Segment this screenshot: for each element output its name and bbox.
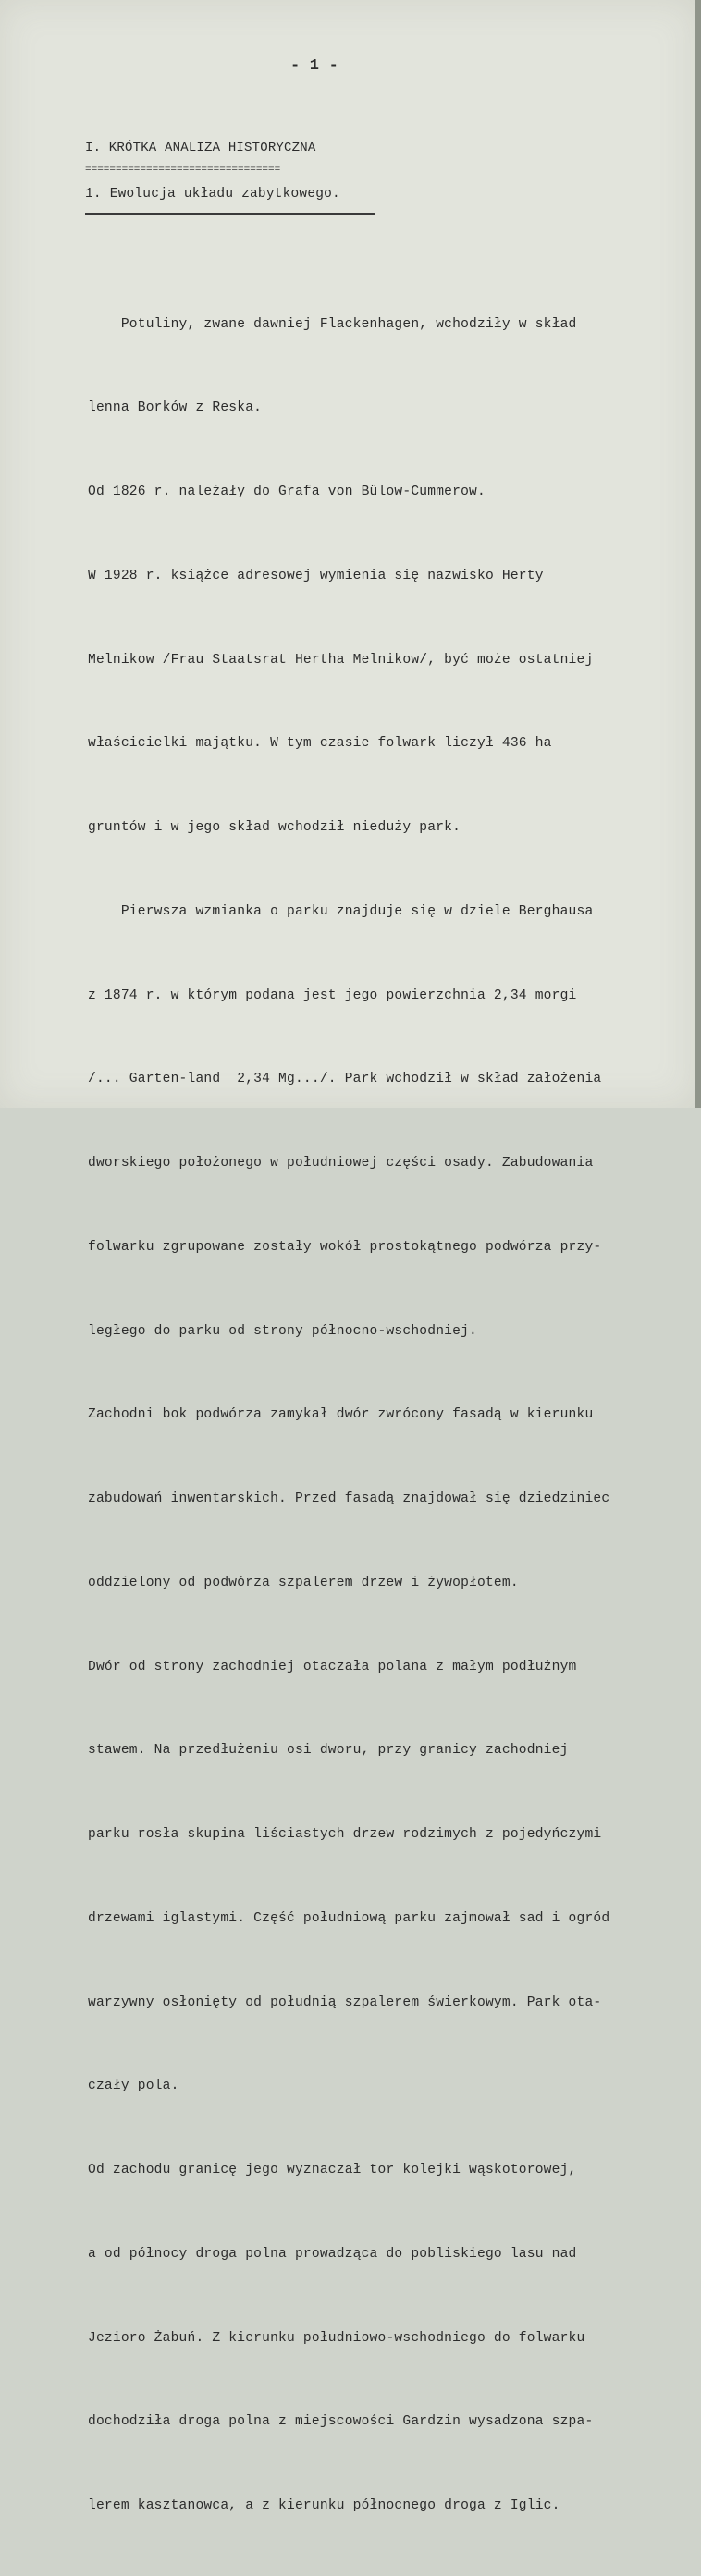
text-line: lerem kasztanowca, a z kierunku północnego droga z Iglic. [88, 2498, 560, 2513]
text-line: Melnikow /Frau Staatsrat Hertha Melnikow/, być może ostatniej [88, 652, 594, 668]
section-title: I. KRÓTKA ANALIZA HISTORYCZNA [85, 141, 316, 155]
text-line: Od zachodu granicę jego wyznaczał tor kolejki wąskotorowej, [88, 2163, 577, 2177]
text-line: lenna Borków z Reska. [88, 400, 263, 416]
text-line: Jezioro Żabuń. Z kierunku południowo-wschodniego do folwarku [88, 2330, 585, 2346]
text-line: warzywny osłonięty od południą szpalerem świerkowym. Park ota- [88, 1994, 602, 2010]
text-line: czały pola. [88, 2079, 179, 2094]
text-line: oddzielony od podwórza szpalerem drzew i żywopłotem. [88, 1575, 519, 1590]
subsection-underline [85, 213, 375, 215]
text-line: Dwór od strony zachodniej otaczała polana z małym podłużnym [88, 1659, 577, 1674]
section-title-double-rule: ================================ [85, 165, 281, 176]
text-line: dworskiego położonego w południowej części osady. Zabudowania [88, 1156, 594, 1171]
page-number: - 1 - [289, 57, 338, 75]
text-line: Od 1826 r. należały do Grafa von Bülow-Cummerow. [88, 485, 486, 499]
text-line: W 1928 r. książce adresowej wymienia się nazwisko Herty [88, 568, 544, 583]
text-line: folwarku zgrupowane zostały wokół prostokątnego podwórza przy- [88, 1239, 602, 1255]
body-text [88, 254, 609, 2576]
text-line: zabudowań inwentarskich. Przed fasadą znajdował się dziedziniec [88, 1491, 610, 1506]
text-line: a od północy droga polna prowadząca do pobliskiego lasu nad [88, 2246, 577, 2262]
text-line: parku rosła skupina liściastych drzew rodzimych z pojedyńczymi [88, 1827, 602, 1842]
text-line: ległego do parku od strony północno-wschodniej. [88, 1323, 478, 1339]
page-edge [695, 0, 701, 1108]
text-line: Potuliny, zwane dawniej Flackenhagen, wchodziły w skład [88, 316, 577, 332]
text-line: Pierwsza wzmianka o parku znajduje się w dziele Berghausa [88, 903, 594, 919]
text-line: właścicielki majątku. W tym czasie folwark liczył 436 ha [88, 736, 552, 752]
text-line: drzewami iglastymi. Część południową parku zajmował sad i ogród [88, 1910, 610, 1926]
text-line: /... Garten-land 2,34 Mg.../. Park wchodził w skład założenia [88, 1072, 602, 1087]
text-line: Zachodni bok podwórza zamykał dwór zwrócony fasadą w kierunku [88, 1407, 594, 1423]
text-line: dochodziła droga polna z miejscowości Gardzin wysadzona szpa- [88, 2414, 594, 2430]
text-line: gruntów i w jego skład wchodził nieduży park. [88, 820, 461, 835]
text-line: z 1874 r. w którym podana jest jego powierzchnia 2,34 morgi [88, 987, 577, 1003]
text-line: stawem. Na przedłużeniu osi dworu, przy granicy zachodniej [88, 1743, 569, 1759]
subsection-title: 1. Ewolucja układu zabytkowego. [85, 187, 340, 202]
